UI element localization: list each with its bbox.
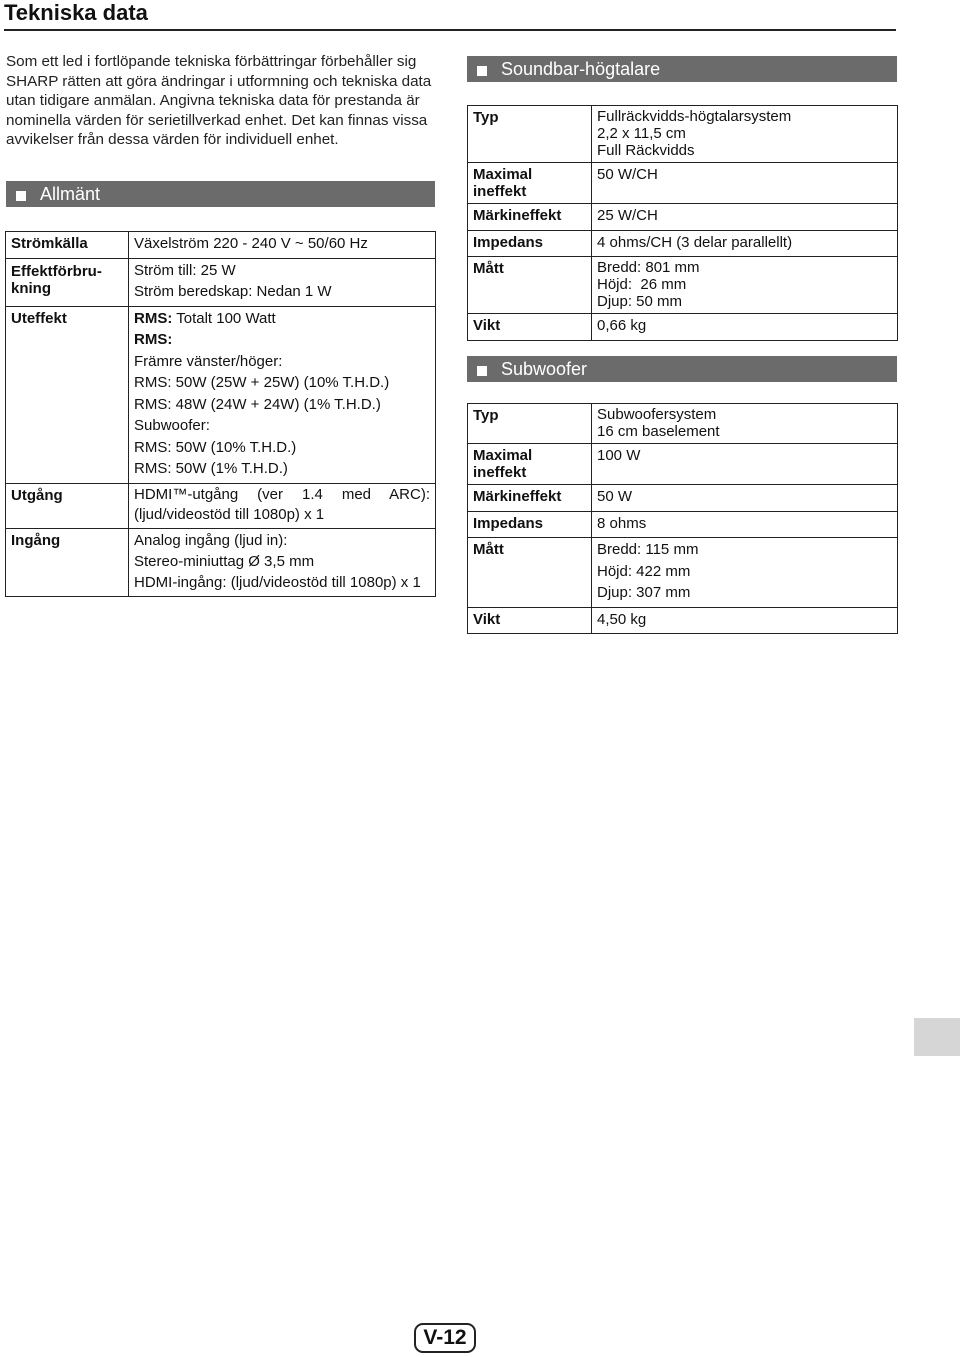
section-heading-subwoofer xyxy=(467,356,897,382)
table-row xyxy=(468,106,898,163)
square-bullet-icon xyxy=(477,366,487,376)
spec-label: Strömkälla xyxy=(11,235,88,252)
table-row xyxy=(468,444,898,485)
intro-paragraph: Som ett led i fortlöpande tekniska förbättringar förbehåller sig SHARP rätten att göra ändringar i utformning och tekniska data utan tidigare anmälan. Angivna tekniska data för prestanda är nominella värden för serietillverkad enhet. Det kan finnas vissa avvikelser från dessa värden för individuell enhet. xyxy=(6,53,432,149)
spec-value: Fullräckvidds-högtalarsystem xyxy=(597,108,792,125)
spec-label: Utgång xyxy=(11,486,63,504)
spec-label: Impedans xyxy=(473,514,544,532)
table-row xyxy=(468,607,898,634)
table-row xyxy=(468,204,898,231)
page-title: Tekniska data xyxy=(4,0,148,25)
section-heading-general xyxy=(6,181,435,207)
table-row xyxy=(468,404,898,444)
section-heading-general-label: Allmänt xyxy=(40,184,101,204)
spec-value: Bredd: 115 mm xyxy=(597,541,699,558)
spec-label: Typ xyxy=(473,407,499,424)
spec-label: Mått xyxy=(473,260,504,277)
subwoofer-spec-table xyxy=(467,403,898,634)
soundbar-spec-table xyxy=(467,105,898,341)
spec-label: Effektförbru- kning xyxy=(11,262,102,297)
spec-value: 4 ohms/CH (3 delar parallellt) xyxy=(597,233,793,251)
table-row xyxy=(468,485,898,512)
spec-value: Främre vänster/höger: xyxy=(134,352,283,370)
title-divider xyxy=(4,29,896,31)
spec-label: Maximal ineffekt xyxy=(473,166,533,200)
spec-value: Höjd: 26 mm xyxy=(597,276,687,293)
table-row xyxy=(468,511,898,538)
spec-value: Bredd: 801 mm xyxy=(597,259,700,276)
spec-value: RMS: 50W (25W + 25W) (10% T.H.D.) xyxy=(134,374,390,391)
spec-label: Märkineffekt xyxy=(473,488,562,505)
square-bullet-icon xyxy=(16,191,26,201)
spec-label: Vikt xyxy=(473,317,501,334)
spec-value: 0,66 kg xyxy=(597,317,647,334)
spec-label: Vikt xyxy=(473,610,501,628)
table-row xyxy=(6,258,436,306)
table-row xyxy=(468,314,898,341)
spec-value: Stereo-miniuttag Ø 3,5 mm xyxy=(134,553,315,570)
spec-value: 25 W/CH xyxy=(597,207,658,224)
spec-value: Växelström 220 - 240 V ~ 50/60 Hz xyxy=(134,235,368,252)
spec-value: Subwoofersystem xyxy=(597,406,717,423)
spec-value: 8 ohms xyxy=(597,514,647,532)
spec-value: 50 W xyxy=(597,488,633,505)
spec-value: Djup: 307 mm xyxy=(597,584,691,601)
table-row xyxy=(468,163,898,204)
page-number: V-12 xyxy=(414,1323,476,1353)
table-row xyxy=(6,528,436,596)
spec-value: Ström beredskap: Nedan 1 W xyxy=(134,283,332,300)
spec-value: Full Räckvidds xyxy=(597,142,695,159)
spec-label: Maximal ineffekt xyxy=(473,447,533,481)
spec-label: Uteffekt xyxy=(11,309,67,327)
table-row xyxy=(468,230,898,257)
spec-value: 100 W xyxy=(597,447,641,464)
spec-value: Ström till: 25 W xyxy=(134,261,236,279)
spec-value: HDMI™-utgång (ver 1.4 med ARC): (ljud/videostöd till 1080p) x 1 xyxy=(134,485,430,523)
section-heading-soundbar-label: Soundbar-högtalare xyxy=(501,59,661,79)
spec-label: Typ xyxy=(473,109,499,126)
spec-value: Totalt 100 Watt xyxy=(172,309,276,327)
spec-value: HDMI-ingång: (ljud/videostöd till 1080p) x 1 xyxy=(134,573,421,591)
section-tab-marker xyxy=(914,1018,960,1056)
table-row xyxy=(6,232,436,259)
spec-value: 2,2 x 11,5 cm xyxy=(597,125,686,142)
spec-value: 50 W/CH xyxy=(597,166,658,183)
section-heading-soundbar xyxy=(467,56,897,82)
table-row xyxy=(468,257,898,314)
spec-value: 4,50 kg xyxy=(597,610,647,628)
spec-value: RMS: 50W (1% T.H.D.) xyxy=(134,460,288,477)
general-spec-table xyxy=(5,231,436,597)
section-heading-subwoofer-label: Subwoofer xyxy=(501,359,588,379)
table-row xyxy=(6,306,436,483)
spec-value: RMS: 48W (24W + 24W) (1% T.H.D.) xyxy=(134,395,381,413)
square-bullet-icon xyxy=(477,66,487,76)
spec-value: RMS: xyxy=(134,309,173,327)
spec-label: Impedans xyxy=(473,233,544,251)
table-row xyxy=(6,483,436,528)
spec-value: RMS: 50W (10% T.H.D.) xyxy=(134,438,297,456)
table-row xyxy=(468,538,898,608)
spec-label: Mått xyxy=(473,541,504,558)
spec-label: Ingång xyxy=(11,531,61,549)
spec-value: Analog ingång (ljud in): xyxy=(134,531,288,549)
spec-value: Subwoofer: xyxy=(134,417,210,434)
spec-label: Märkineffekt xyxy=(473,207,562,224)
spec-value: 16 cm baselement xyxy=(597,423,720,440)
spec-value: Djup: 50 mm xyxy=(597,293,683,310)
spec-value: RMS: xyxy=(134,331,173,348)
spec-value: Höjd: 422 mm xyxy=(597,562,691,580)
